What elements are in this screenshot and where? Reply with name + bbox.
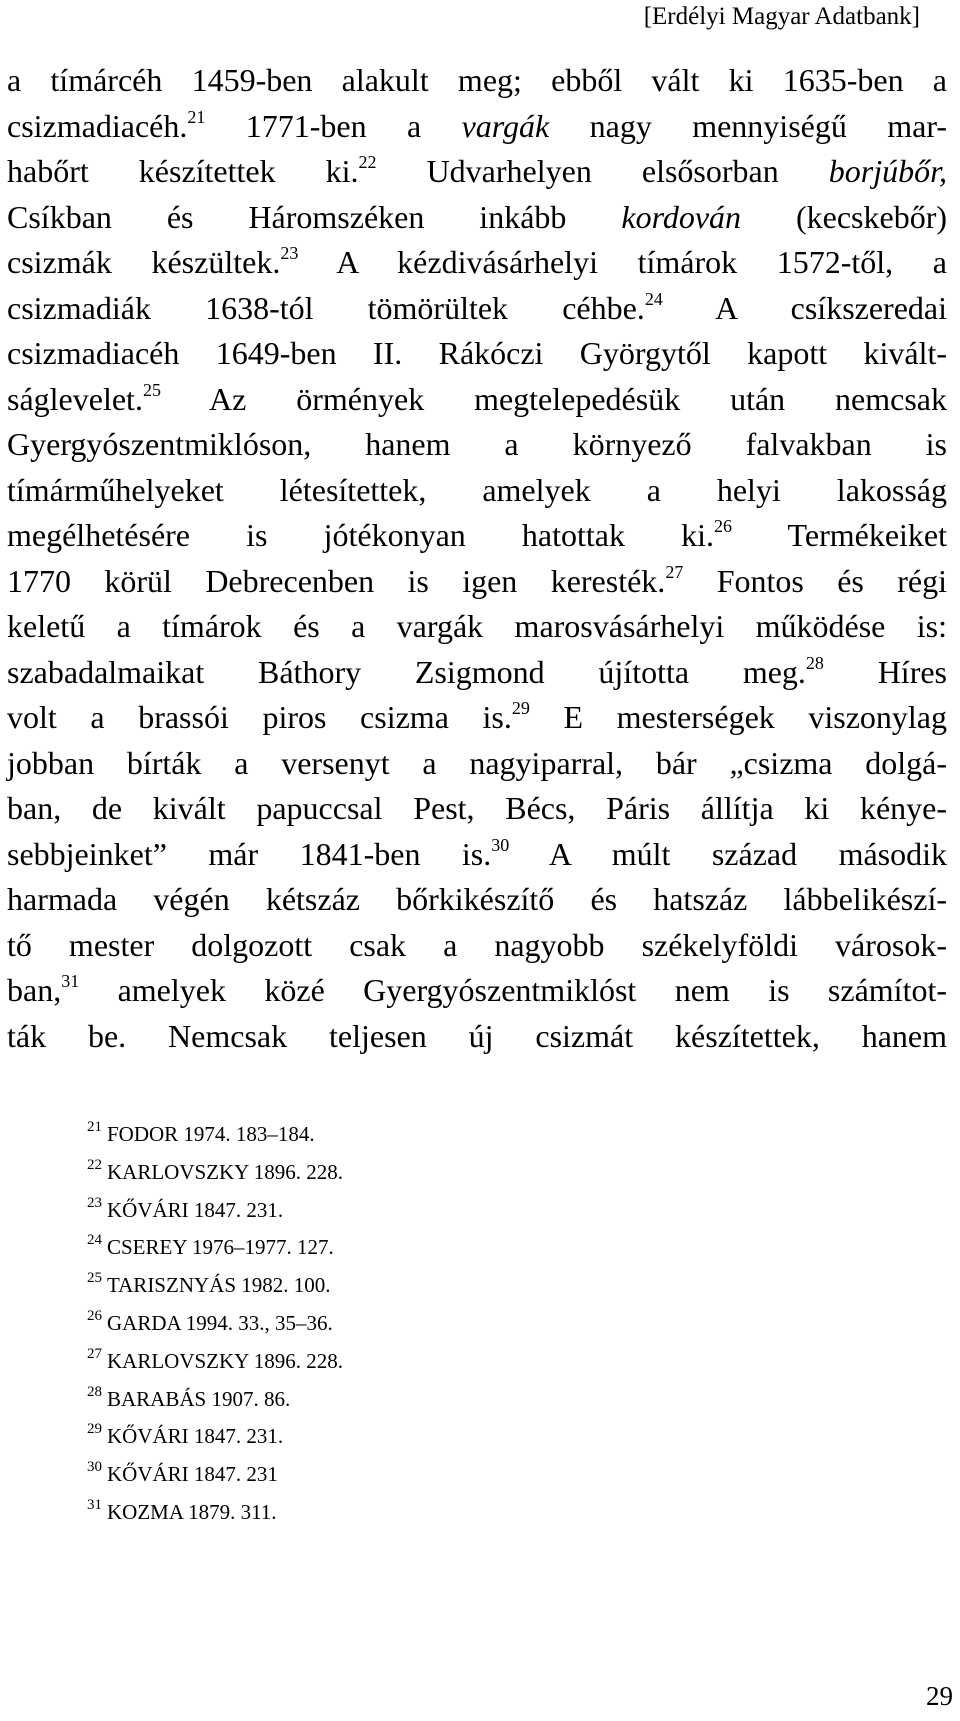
footnote-number: 26: [87, 1307, 102, 1324]
text-line: [7, 240, 947, 286]
footnote-number: 21: [87, 1119, 102, 1135]
footnote-number: 29: [87, 1421, 102, 1438]
footnote-text: KŐVÁRI 1847. 231.: [107, 1424, 284, 1449]
footnote: [87, 1305, 787, 1343]
footnote-number: 28: [87, 1383, 102, 1400]
footnote-ref: 22: [358, 152, 377, 172]
footnote-ref: 28: [805, 652, 824, 673]
text-line: [7, 195, 947, 241]
footnote-text: KOZMA 1879. 311.: [107, 1499, 277, 1524]
footnote: [87, 1154, 787, 1192]
text-run: keletű a tímárok és a vargák marosvásárhelyi működése is:: [7, 608, 947, 644]
footnote-number: 23: [87, 1194, 102, 1211]
footnote: [87, 1116, 787, 1154]
text-line: [7, 422, 947, 468]
text-run: szabadalmaikat Báthory Zsigmond újította meg.: [7, 653, 806, 690]
text-line: [7, 377, 947, 423]
text-line: [7, 559, 947, 605]
text-line: [7, 104, 947, 150]
text-run: megélhetésére is jótékonyan hatottak ki.: [7, 517, 714, 553]
italic-term: borjúbőr,: [828, 153, 947, 189]
footnote-text: KŐVÁRI 1847. 231.: [107, 1197, 284, 1222]
footnote-ref: 23: [280, 243, 299, 263]
text-run: csizmadiák 1638-tól tömörültek céhbe.: [7, 289, 645, 326]
footnote-text: CSEREY 1976–1977. 127.: [107, 1235, 334, 1260]
footnote-ref: 24: [644, 288, 663, 309]
footnote: [87, 1381, 787, 1419]
text-line: [7, 58, 947, 104]
text-line: [7, 923, 947, 969]
text-run: (kecskebőr): [741, 198, 948, 235]
text-run: csizmadiacéh 1649-ben II. Rákóczi Györgytől kapott kivált-: [7, 335, 947, 371]
text-run: ták be. Nemcsak teljesen új csizmát készítettek, hanem: [7, 1017, 947, 1054]
text-run: Gyergyószentmiklóson, hanem a környező falvakban is: [7, 426, 947, 462]
body-text: [7, 58, 947, 1059]
text-run: A kézdivásárhelyi tímárok 1572-től, a: [298, 244, 948, 280]
text-line: [7, 877, 947, 923]
text-line: [7, 331, 947, 377]
text-line: [7, 286, 947, 332]
footnote-text: GARDA 1994. 33., 35–36.: [107, 1310, 333, 1335]
footnote-number: 31: [87, 1496, 102, 1513]
footnote-ref: 27: [665, 561, 684, 582]
footnote: [87, 1229, 787, 1267]
text-line: [7, 832, 947, 878]
text-run: Híres: [823, 653, 947, 690]
footnote-ref: 21: [187, 106, 206, 127]
footnote-text: BARABÁS 1907. 86.: [107, 1386, 291, 1411]
italic-term: vargák: [461, 107, 550, 144]
footnote-text: TARISZNYÁS 1982. 100.: [107, 1273, 331, 1298]
text-run: 1771-ben a: [205, 107, 462, 144]
footnote: [87, 1343, 787, 1381]
text-run: amelyek közé Gyergyószentmiklóst nem is számítot-: [79, 972, 947, 1008]
footnote: [87, 1456, 787, 1494]
page-number: 29: [926, 1681, 953, 1711]
text-line: [7, 695, 947, 741]
text-run: E mesterségek viszonylag: [529, 699, 948, 735]
text-run: volt a brassói piros csizma is.: [7, 699, 512, 735]
text-line: [7, 741, 947, 787]
text-run: nagy mennyiségű mar-: [549, 107, 948, 144]
text-run: csizmadiacéh.: [7, 107, 188, 144]
footnote-number: 22: [87, 1156, 102, 1173]
text-run: Az örmények megtelepedésük után nemcsak: [160, 380, 947, 417]
footnotes: [87, 1116, 787, 1532]
footnote: [87, 1494, 787, 1532]
text-run: jobban bírták a versenyt a nagyiparral, bár „csizma dolgá-: [7, 744, 947, 781]
text-run: A csíkszeredai: [662, 289, 948, 326]
text-run: sebbjeinket” már 1841-ben is.: [7, 835, 492, 872]
text-run: harmada végén kétszáz bőrkikészítő és hatszáz lábbelikészí-: [7, 881, 947, 917]
text-run: A múlt század második: [509, 835, 948, 872]
text-line: [7, 604, 947, 650]
text-line: [7, 1014, 947, 1060]
footnote-text: FODOR 1974. 183–184.: [107, 1122, 315, 1146]
text-run: Termékeiket: [732, 517, 947, 553]
footnote-ref: 26: [714, 516, 732, 536]
text-run: habőrt készítettek ki.: [7, 153, 359, 189]
text-run: tímárműhelyeket létesítettek, amelyek a helyi lakosság: [7, 471, 947, 508]
footnote: [87, 1267, 787, 1305]
footnote-ref: 25: [142, 379, 161, 400]
footnote-number: 27: [87, 1345, 102, 1362]
text-line: [7, 468, 947, 514]
text-line: [7, 513, 947, 559]
text-line: [7, 149, 947, 195]
footnote-number: 24: [87, 1232, 102, 1249]
footnote: [87, 1192, 787, 1230]
text-line: [7, 968, 947, 1014]
footnote-ref: 30: [491, 834, 510, 855]
italic-term: kordován: [621, 198, 742, 235]
text-line: [7, 786, 947, 832]
text-line: [7, 650, 947, 696]
text-run: 1770 körül Debrecenben is igen keresték.: [7, 562, 666, 599]
footnote-text: KŐVÁRI 1847. 231: [107, 1462, 278, 1487]
footnote-text: KARLOVSZKY 1896. 228.: [107, 1348, 344, 1373]
text-run: Csíkban és Háromszéken inkább: [7, 198, 622, 235]
text-run: csizmák készültek.: [7, 244, 281, 280]
text-run: Fontos és régi: [683, 562, 948, 599]
footnote-ref: 29: [511, 698, 530, 718]
text-run: tő mester dolgozott csak a nagyobb székelyföldi városok-: [7, 926, 947, 963]
footnote-number: 25: [87, 1270, 102, 1287]
text-run: Udvarhelyen elsősorban: [376, 153, 829, 189]
footnote-ref: 31: [61, 971, 80, 991]
footnote-text: KARLOVSZKY 1896. 228.: [107, 1159, 344, 1184]
text-run: ban, de kivált papuccsal Pest, Bécs, Páris állítja ki kénye-: [7, 790, 947, 826]
running-header: [Erdélyi Magyar Adatbank]: [643, 3, 920, 30]
footnote-number: 30: [87, 1459, 102, 1476]
footnote: [87, 1418, 787, 1456]
text-run: ságlevelet.: [7, 380, 143, 417]
text-run: ban,: [7, 972, 62, 1008]
text-run: a tímárcéh 1459-ben alakult meg; ebből vált ki 1635-ben a: [7, 62, 947, 98]
